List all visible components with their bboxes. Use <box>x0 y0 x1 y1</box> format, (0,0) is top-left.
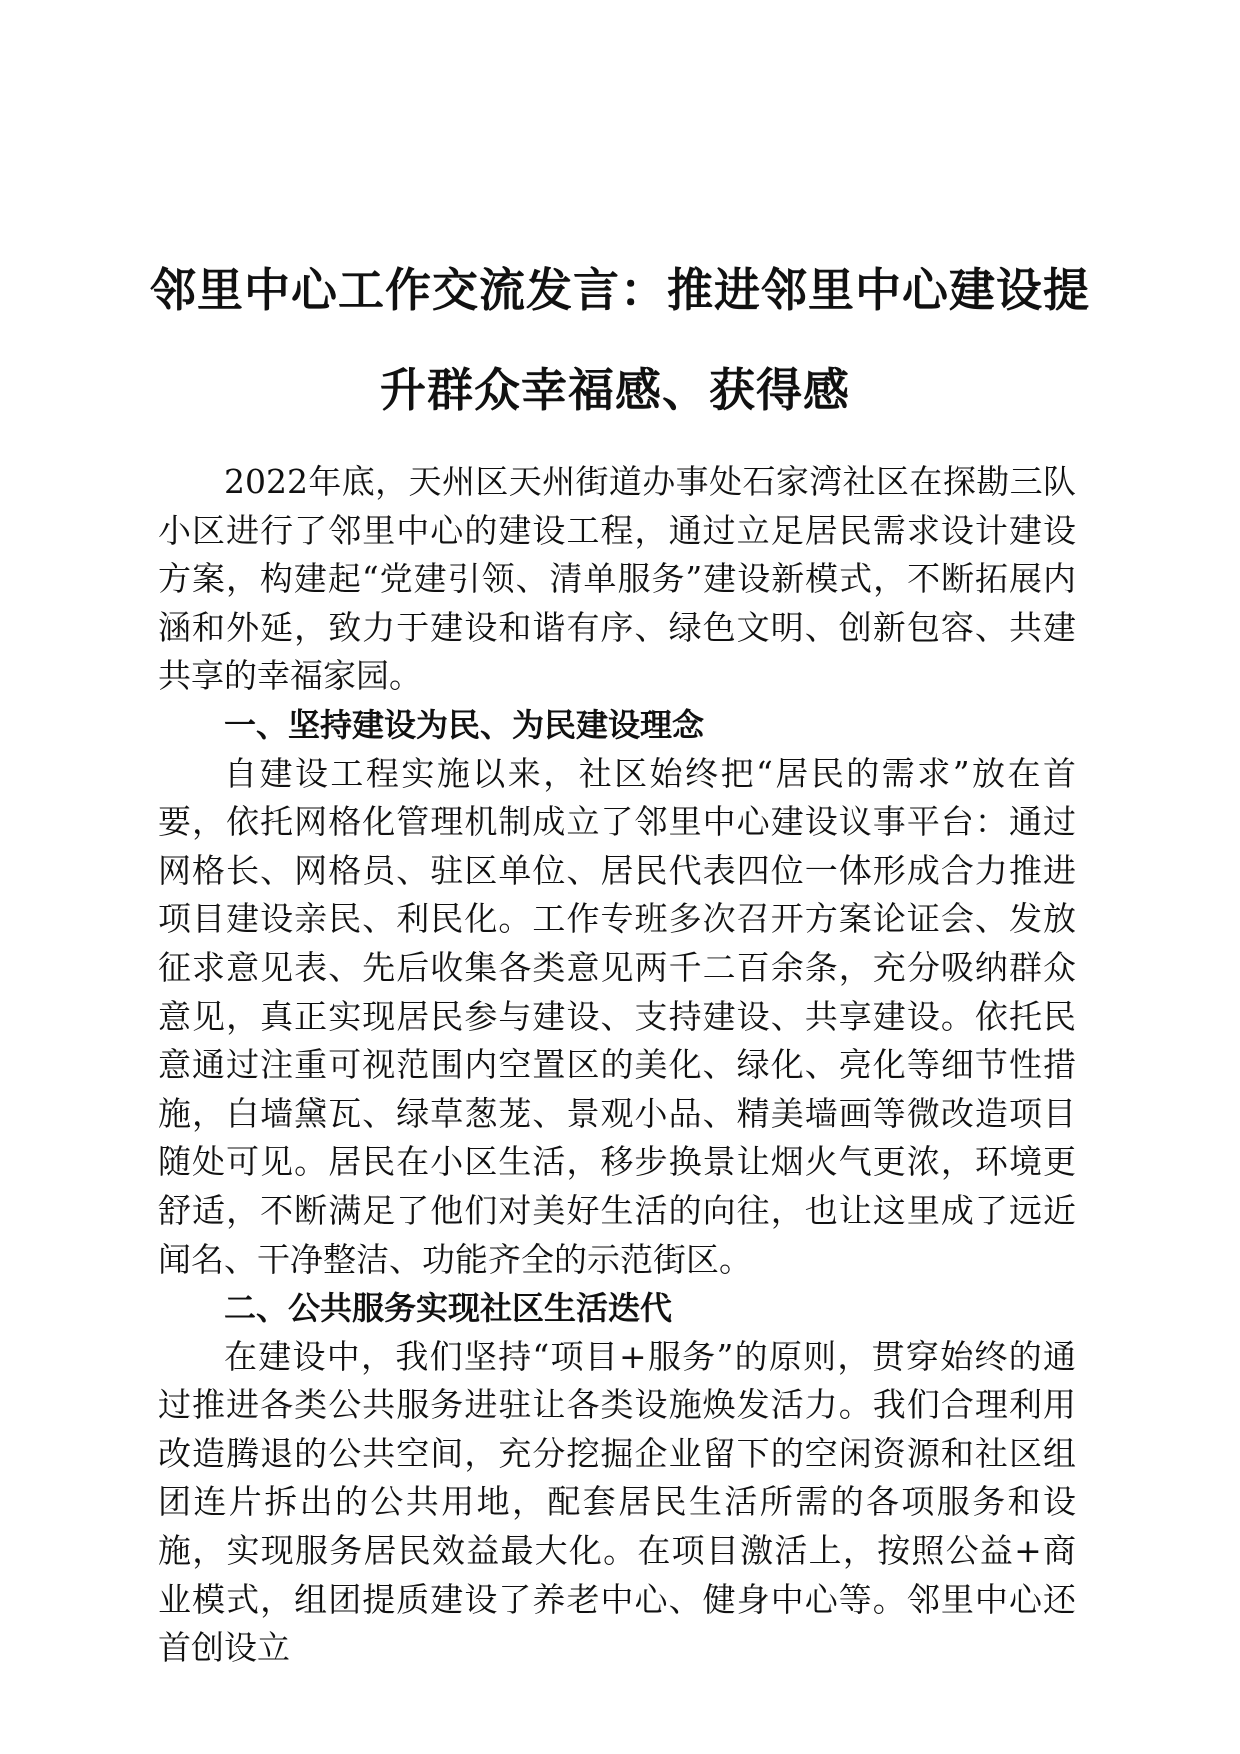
document-title <box>150 240 1090 440</box>
title-line-2: 升群众幸福感、获得感 <box>380 363 850 417</box>
section-2-paragraph: 在建设中，我们坚持“项目+服务”的原则，贯穿始终的通过推进各类公共服务进驻让各类设施焕发活力。我们合理利用改造腾退的公共空间，充分挖掘企业留下的空闲资源和社区组团连片拆出的公共用地，配套居民生活所需的各项服务和设施，实现服务居民效益最大化。在项目激活上，按照公益+商业模式，组团提质建设了养老中心、健身中心等。邻里中心还首创设立 <box>158 1336 1076 1668</box>
section-heading-1: 一、坚持建设为民、为民建设理念 <box>224 705 705 744</box>
intro-paragraph: 2022年底，天州区天州街道办事处石家湾社区在探勘三队小区进行了邻里中心的建设工程，通过立足居民需求设计建设方案，构建起“党建引领、清单服务”建设新模式，不断拓展内涵和外延，致力于建设和谐有序、绿色文明、创新包容、共建共享的幸福家园。 <box>158 462 1076 696</box>
section-heading-2: 二、公共服务实现社区生活迭代 <box>224 1289 673 1328</box>
section-1-paragraph: 自建设工程实施以来，社区始终把“居民的需求”放在首要，依托网格化管理机制成立了邻里中心建设议事平台：通过网格长、网格员、驻区单位、居民代表四位一体形成合力推进项目建设亲民、利民化。工作专班多次召开方案论证会、发放征求意见表、先后收集各类意见两千二百余条，充分吸纳群众意见，真正实现居民参与建设、支持建设、共享建设。依托民意通过注重可视范围内空置区的美化、绿化、亮化等细节性措施，白墙黛瓦、绿草葱茏、景观小品、精美墙画等微改造项目随处可见。居民在小区生活，移步换景让烟火气更浓，环境更舒适，不断满足了他们对美好生活的向往，也让这里成了远近闻名、干净整洁、功能齐全的示范街区。 <box>158 753 1076 1279</box>
title-line-1: 邻里中心工作交流发言：推进邻里中心建设提 <box>150 263 1090 317</box>
document-body <box>158 458 1076 1673</box>
